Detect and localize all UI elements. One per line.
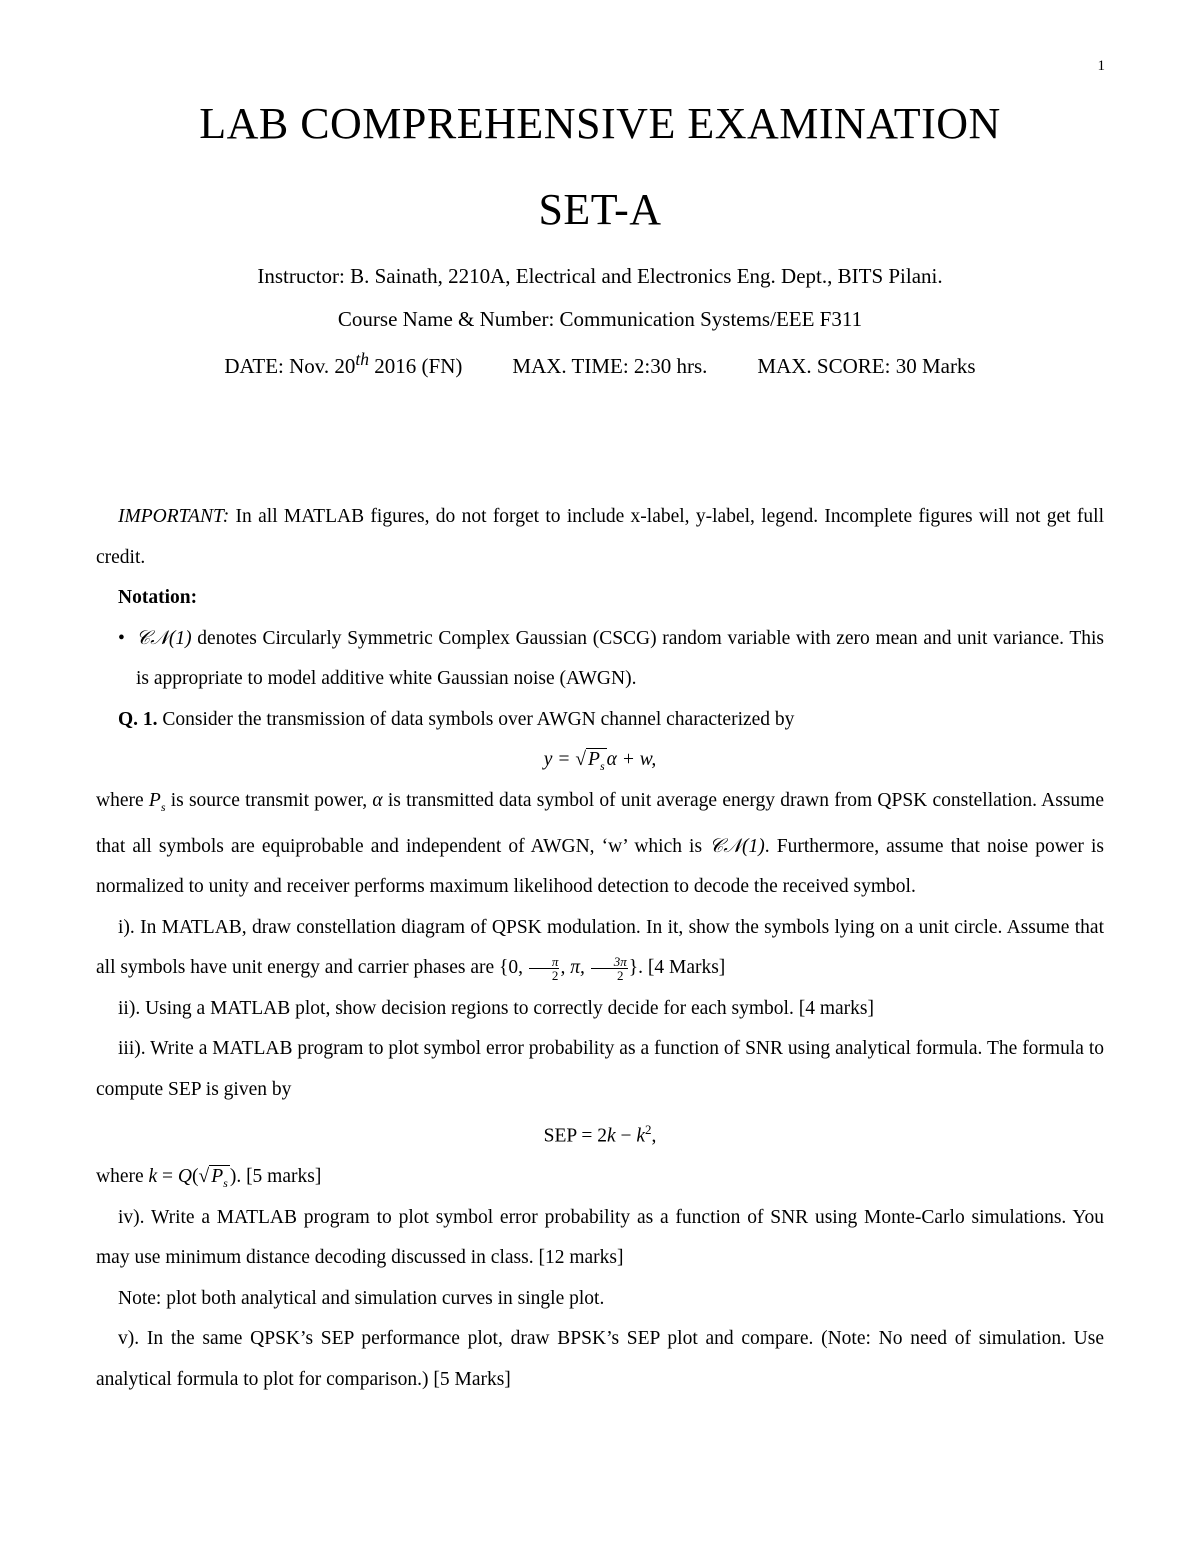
max-score: MAX. SCORE: 30 Marks (757, 354, 976, 378)
max-time: MAX. TIME: 2:30 hrs. (512, 354, 708, 378)
k-definition: where k = Q(√ $P_s$ ). [5 marks] (96, 1157, 1104, 1198)
exam-body (96, 497, 1104, 1400)
part-i: i). In MATLAB, draw constellation diagram of QPSK modulation. In it, show the symbols lying on a unit circle. Assume that all symbols have unit energy and carrier phases are {0, $\frac{\pi}{2}$ , π, $\frac{3\pi}{2}$ }. [4 Marks] (96, 916, 1104, 984)
part-iv: iv). Write a MATLAB program to plot symbol error probability as a function of SNR using Monte-Carlo simulations. You may use minimum distance decoding discussed in class. [12 marks] (96, 1206, 1104, 1269)
part-v: v). In the same QPSK’s SEP performance plot, draw BPSK’s SEP plot and compare. (Note: No need of simulation. Use analytical formula to plot for comparison.) [5 Marks] (96, 1328, 1104, 1390)
note-line: Note: plot both analytical and simulation curves in single plot. (118, 1287, 605, 1309)
question-1-intro: Q. 1. Consider the transmission of data symbols over AWGN channel characterized by (118, 708, 795, 730)
question-1-description: where $P_s$ is source transmit power, α is transmitted data symbol of unit average energy drawn from QPSK constellation. Assume that all symbols are equiprobable and independent of AWGN, ‘w’ which is 𝒞𝒩(1). Furthermore, assume that noise power is normalized to unity and receiver performs maximum likelihood detection to decode the received symbol. (96, 789, 1105, 898)
exam-set: SET-A (538, 185, 662, 234)
exam-title: LAB COMPREHENSIVE EXAMINATION (199, 99, 1001, 148)
bullet-icon: • (118, 627, 125, 649)
notation-heading: Notation: (118, 587, 198, 608)
part-iii: iii). Write a MATLAB program to plot symbol error probability as a function of SNR using analytical formula. The formula to compute SEP is given by (96, 1038, 1104, 1100)
course-line: Course Name & Number: Communication Systems/EEE F311 (337, 307, 863, 331)
part-ii: ii). Using a MATLAB plot, show decision regions to correctly decide for each symbol. [4 marks] (118, 997, 874, 1019)
exam-meta-line (0, 349, 1200, 379)
sqrt-icon: √ (198, 1166, 210, 1188)
exam-date: DATE: Nov. 20th 2016 (FN) (224, 349, 463, 378)
instructor-line: Instructor: B. Sainath, 2210A, Electrical and Electronics Eng. Dept., BITS Pilani. (257, 264, 943, 288)
sep-equation: SEP = $2k - k^2$, (543, 1122, 657, 1147)
important-note: IMPORTANT: In all MATLAB figures, do not forget to include x-label, y-label, legend. Incomplete figures will not get full credit. (96, 506, 1104, 568)
channel-equation: y = √ $P_s$ α + w, (96, 740, 1104, 781)
page-number: 1 (1097, 58, 1105, 74)
sqrt-icon: √ (575, 749, 587, 770)
notation-item: • 𝒞𝒩(1) denotes Circularly Symmetric Complex Gaussian (CSCG) random variable with zero mean and unit variance. This is appropriate to model additive white Gaussian noise (AWGN). (96, 619, 1104, 700)
